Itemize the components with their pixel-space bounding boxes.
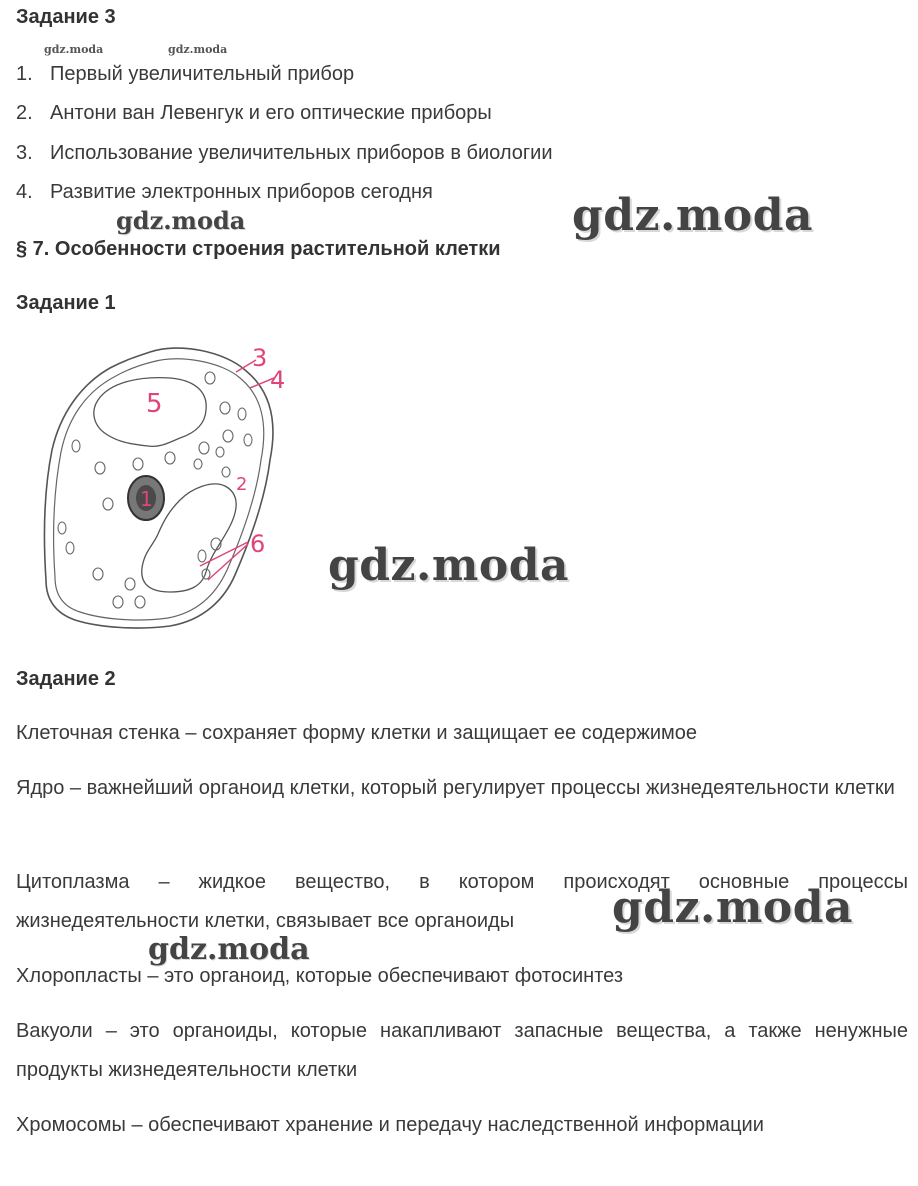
- watermark: gdz.moda: [168, 43, 228, 56]
- task2-title: Задание 2: [16, 668, 116, 690]
- answer-paragraph: Хлоропласты – это органоид, которые обеспечивают фотосинтез: [16, 965, 623, 987]
- section-title: § 7. Особенности строения растительной клетки: [16, 238, 501, 260]
- label-2: 2: [236, 474, 248, 495]
- list-item-text: Использование увеличительных приборов в биологии: [50, 142, 553, 164]
- answer-paragraph: Ядро – важнейший органоид клетки, который регулирует процессы жизнедеятельности клетки: [16, 777, 895, 799]
- list-item-text: Антони ван Левенгук и его оптические приборы: [50, 102, 492, 124]
- label-3: 3: [252, 344, 268, 372]
- label-4: 4: [270, 366, 286, 394]
- watermark: gdz.moda: [328, 540, 570, 591]
- list-item-text: Развитие электронных приборов сегодня: [50, 181, 433, 203]
- watermark: gdz.moda: [44, 43, 104, 56]
- answer-paragraph: Цитоплазма – жидкое вещество, в котором происходят основные процессы жизнедеятельности клетки, связывает все органоиды: [16, 871, 908, 932]
- list-item-text: Первый увеличительный прибор: [50, 63, 355, 85]
- answer-paragraph: Хромосомы – обеспечивают хранение и передачу наследственной информации: [16, 1114, 764, 1136]
- watermark: gdz.moda: [116, 206, 246, 235]
- label-5: 5: [146, 389, 163, 419]
- list-item-number: 4.: [16, 181, 33, 203]
- list-item-number: 2.: [16, 102, 33, 124]
- list-item: [16, 102, 492, 125]
- list-item-number: 3.: [16, 142, 33, 164]
- list-item: [16, 181, 433, 204]
- plant-cell-drawing: [30, 330, 330, 640]
- answer-paragraph: Вакуоли – это органоиды, которые накапливают запасные вещества, а также ненужные продукты жизнедеятельности клетки: [16, 1020, 908, 1081]
- list-item: [16, 63, 354, 86]
- label-1: 1: [140, 487, 153, 511]
- watermark: gdz.moda: [148, 932, 310, 967]
- watermark: gdz.moda: [572, 190, 814, 241]
- list-item-number: 1.: [16, 63, 33, 85]
- task3-title: Задание 3: [16, 6, 116, 28]
- answer-paragraph: Клеточная стенка – сохраняет форму клетки и защищает ее содержимое: [16, 722, 697, 744]
- watermark: gdz.moda: [612, 882, 854, 933]
- list-item: [16, 142, 553, 165]
- label-6: 6: [250, 530, 266, 558]
- task1-title: Задание 1: [16, 292, 116, 314]
